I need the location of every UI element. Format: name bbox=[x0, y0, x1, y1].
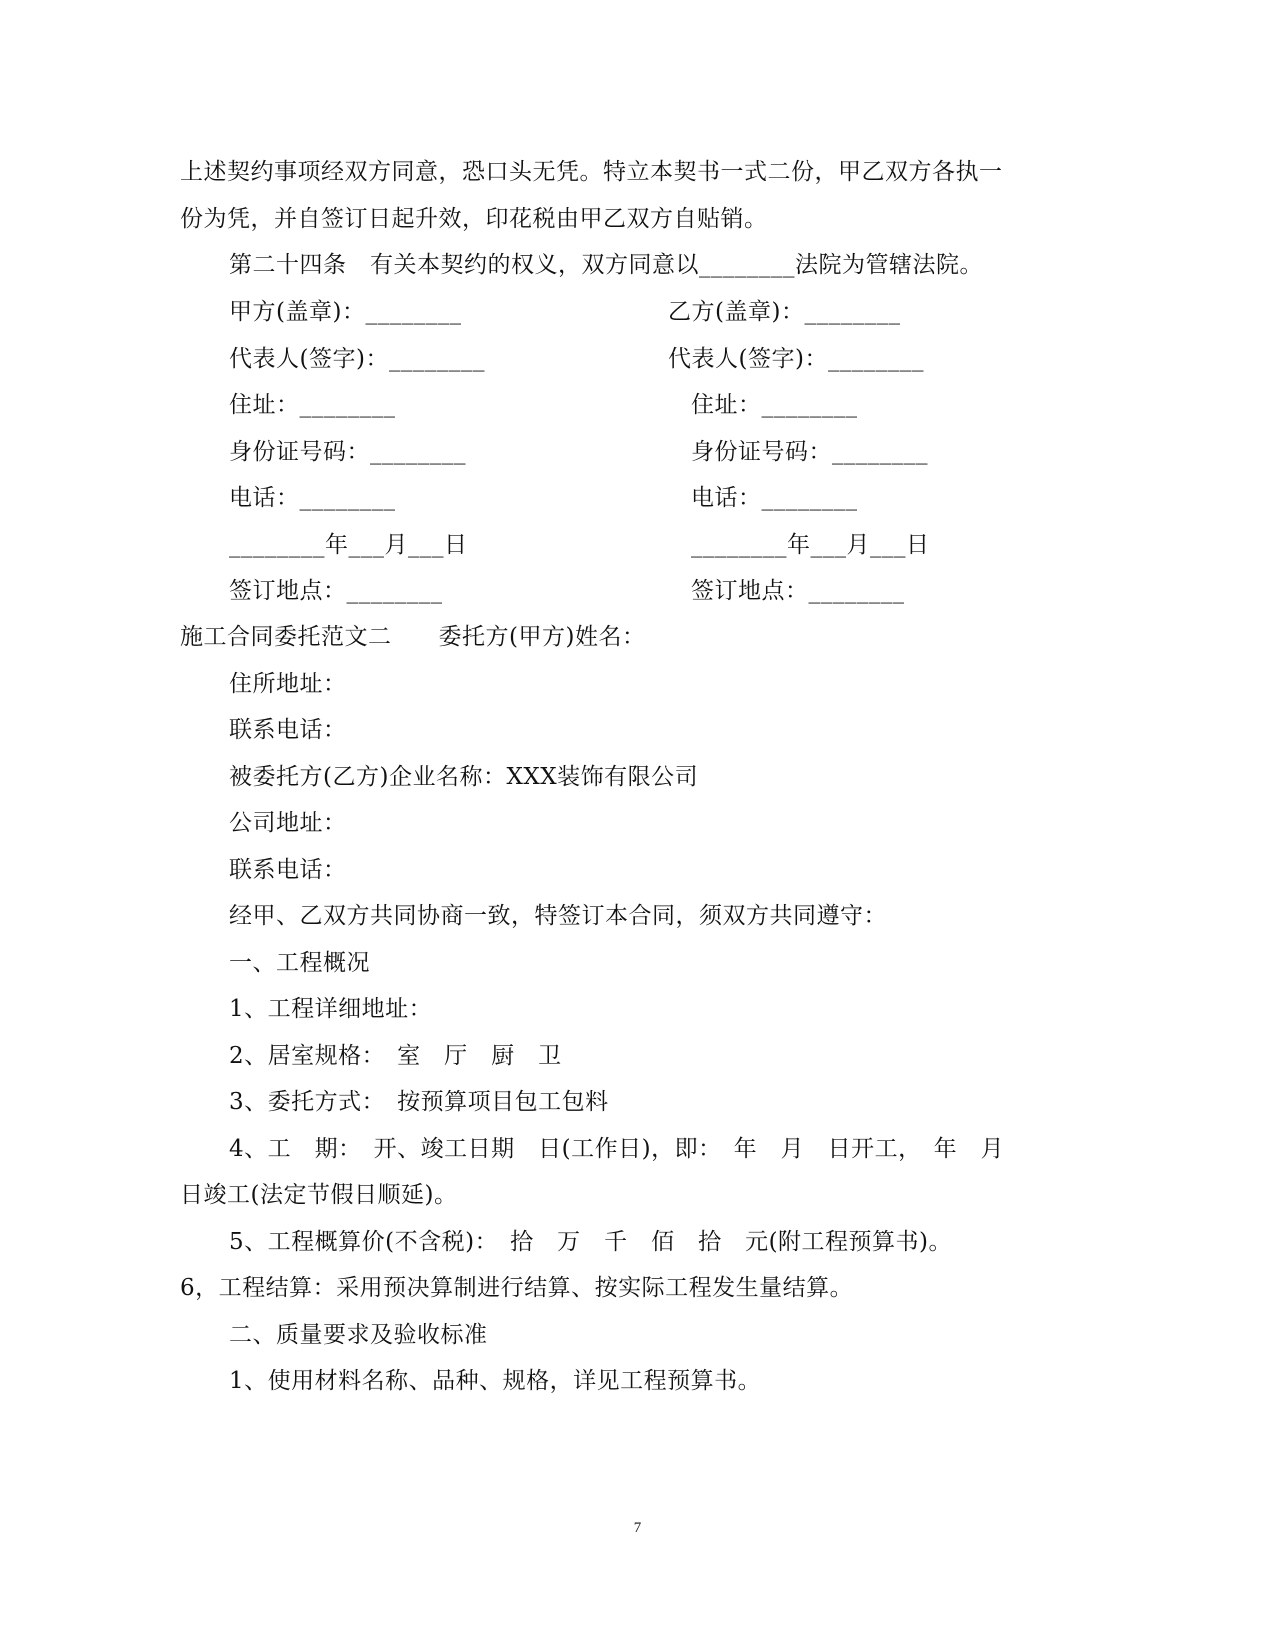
item-schedule-continued: 日竣工(法定节假日顺延)。 bbox=[180, 1182, 458, 1208]
contractor-address: 公司地址： bbox=[229, 810, 347, 836]
page-number: 7 bbox=[633, 1520, 642, 1536]
party-a-address: 住址：________ bbox=[229, 392, 396, 418]
party-a-id-number: 身份证号码：________ bbox=[229, 439, 466, 465]
item-materials: 1、使用材料名称、品种、规格，详见工程预算书。 bbox=[229, 1368, 762, 1394]
item-settlement: 6，工程结算：采用预决算制进行结算、按实际工程发生量结算。 bbox=[180, 1275, 854, 1301]
item-room-spec: 2、居室规格： 室 厅 厨 卫 bbox=[229, 1043, 562, 1069]
party-b-date: ________年___月___日 bbox=[691, 532, 930, 558]
item-schedule: 4、工 期： 开、竣工日期 日(工作日)，即： 年 月 日开工， 年 月 bbox=[229, 1136, 1005, 1162]
party-a-date: ________年___月___日 bbox=[229, 532, 468, 558]
party-b-signing-place: 签订地点：________ bbox=[691, 578, 905, 604]
section-heading-project-overview: 一、工程概况 bbox=[229, 950, 370, 976]
party-b-phone: 电话：________ bbox=[691, 485, 858, 511]
clause-line-2: 份为凭，并自签订日起升效，印花税由甲乙双方自贴销。 bbox=[180, 206, 768, 232]
agreement-intro: 经甲、乙双方共同协商一致，特签订本合同，须双方共同遵守： bbox=[229, 903, 887, 929]
party-b-seal: 乙方(盖章)：________ bbox=[668, 299, 901, 325]
party-a-signing-place: 签订地点：________ bbox=[229, 578, 443, 604]
item-project-address: 1、工程详细地址： bbox=[229, 996, 433, 1022]
party-b-address: 住址：________ bbox=[691, 392, 858, 418]
client-address: 住所地址： bbox=[229, 671, 347, 697]
section-heading-quality: 二、质量要求及验收标准 bbox=[229, 1322, 488, 1348]
contractor-name: 被委托方(乙方)企业名称：XXX装饰有限公司 bbox=[229, 764, 699, 790]
client-phone: 联系电话： bbox=[229, 717, 347, 743]
party-a-representative: 代表人(签字)：________ bbox=[229, 346, 485, 372]
party-a-seal: 甲方(盖章)：________ bbox=[229, 299, 462, 325]
article-24-line: 第二十四条 有关本契约的权义，双方同意以________法院为管辖法院。 bbox=[229, 252, 983, 278]
item-estimated-price: 5、工程概算价(不含税)： 拾 万 千 佰 拾 元(附工程预算书)。 bbox=[229, 1229, 953, 1255]
party-a-phone: 电话：________ bbox=[229, 485, 396, 511]
clause-line-1: 上述契约事项经双方同意，恐口头无凭。特立本契书一式二份，甲乙双方各执一 bbox=[180, 159, 1003, 185]
contractor-phone: 联系电话： bbox=[229, 857, 347, 883]
sample-two-heading: 施工合同委托范文二 委托方(甲方)姓名： bbox=[180, 624, 646, 650]
party-b-representative: 代表人(签字)：________ bbox=[668, 346, 924, 372]
party-b-id-number: 身份证号码：________ bbox=[691, 439, 928, 465]
item-commission-method: 3、委托方式： 按预算项目包工包料 bbox=[229, 1089, 609, 1115]
